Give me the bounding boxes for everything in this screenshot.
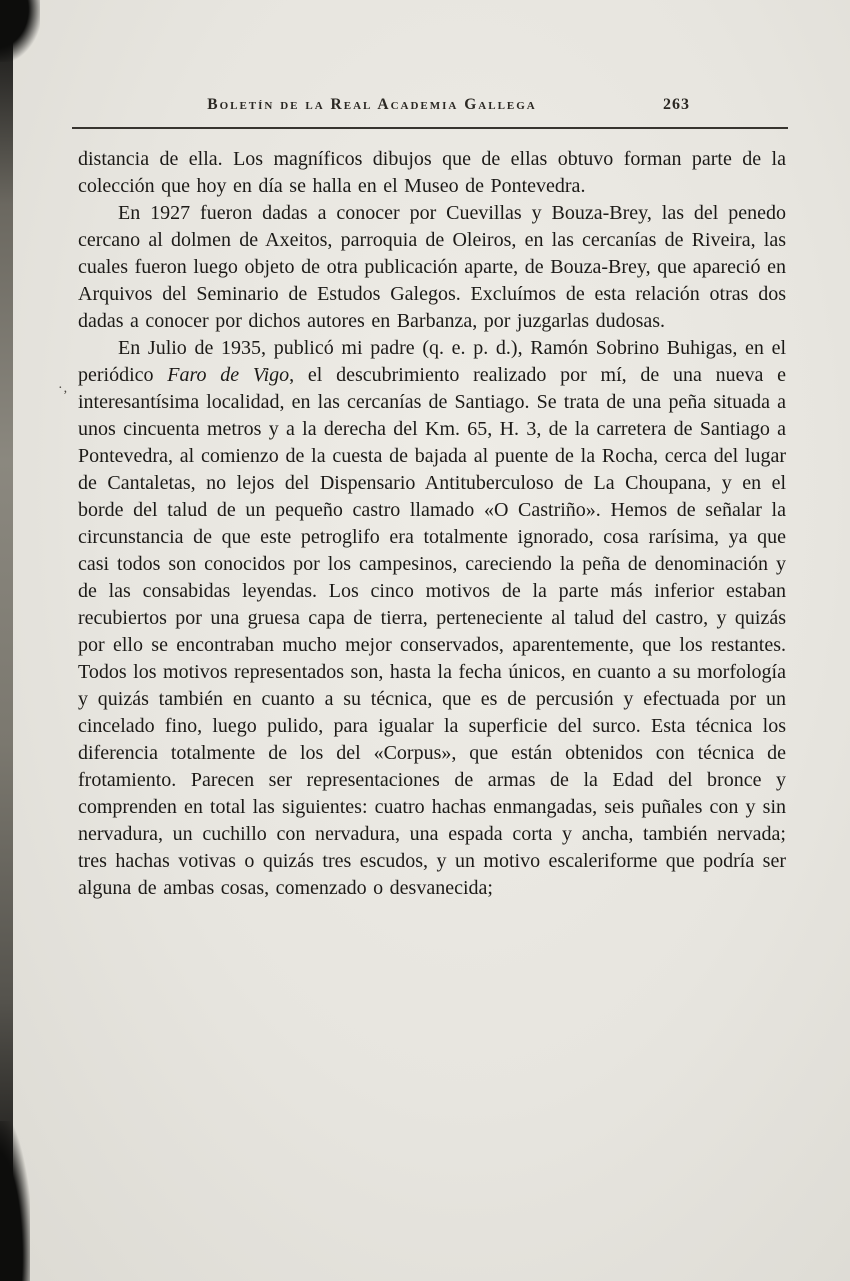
header-rule [72, 127, 788, 129]
paragraph [78, 200, 786, 335]
journal-title: Boletín de la Real Academia Gallega [207, 96, 537, 113]
scan-blotch-bottom-left [0, 1121, 30, 1281]
paragraph [78, 146, 786, 200]
running-header [78, 96, 786, 120]
text-run: En 1927 fueron dadas a conocer por Cuevillas y Bouza-Brey, las del penedo cercano al dolmen de Axeitos, parroquia de Oleiros, en las cercanías de Riveira, las cuales fueron luego objeto de otra publicación aparte, de Bouza-Brey, que apareció en Arquivos del Seminario de Estudos Galegos. Excluímos de esta relación otras dos dadas a conocer por dichos autores en Barbanza, por juzgarlas dudosas. [78, 202, 786, 332]
page-number: 263 [663, 96, 690, 113]
text-block [78, 146, 786, 902]
text-run: En Julio de 1935, publicó mi padre (q. e. p. d.), Ramón Sobrino Buhigas, en el periódico [78, 337, 786, 386]
text-run: distancia de ella. Los magníficos dibujos que de ellas obtuvo forman parte de la colección que hoy en día se halla en el Museo de Pontevedra. [78, 148, 786, 197]
text-run: , el descubrimiento realizado por mí, de una nueva e interesantísima localidad, en las cercanías de Santiago. Se trata de una peña situada a unos cincuenta metros y a la derecha del Km. 65, H. 3, de la carretera de Santiago a Pontevedra, al comienzo de la cuesta de bajada al puente de la Rocha, cerca del lugar de Cantaletas, no lejos del Dispensario Antituberculoso de La Choupana, y en el borde del talud de un pequeño castro llamado «O Castriño». Hemos de señalar la circunstancia de que este petroglifo era totalmente ignorado, cosa rarísima, ya que casi todos son conocidos por los campesinos, careciendo la peña de denominación y de las consabidas leyendas. Los cinco motivos de la parte más inferior estaban recubiertos por una gruesa capa de tierra, perteneciente al talud del castro, y quizás por ello se encontraban mucho mejor conservados, aparentemente, que los restantes. Todos los motivos representados son, hasta la fecha únicos, en cuanto a su morfología y quizás también en cuanto a su técnica, que es de percusión y efectuada por un cincelado fino, luego pulido, para igualar la superficie del surco. Esta técnica los diferencia totalmente de los del «Corpus», que están obtenidos con técnica de frotamiento. Parecen ser representaciones de armas de la Edad del bronce y comprenden en total las siguientes: cuatro hachas enmangadas, seis puñales con y sin nervadura, un cuchillo con nervadura, una espada corta y ancha, también nervada; tres hachas votivas o quizás tres escudos, y un motivo escaleriforme que podría ser alguna de ambas cosas, comenzado o desvanecida; [78, 364, 786, 899]
margin-mark: ·, [58, 381, 69, 396]
italic-title: Faro de Vigo [167, 364, 290, 386]
binding-shadow [0, 0, 13, 1281]
scan-blotch-top-left [0, 0, 40, 62]
paragraph [78, 335, 786, 902]
